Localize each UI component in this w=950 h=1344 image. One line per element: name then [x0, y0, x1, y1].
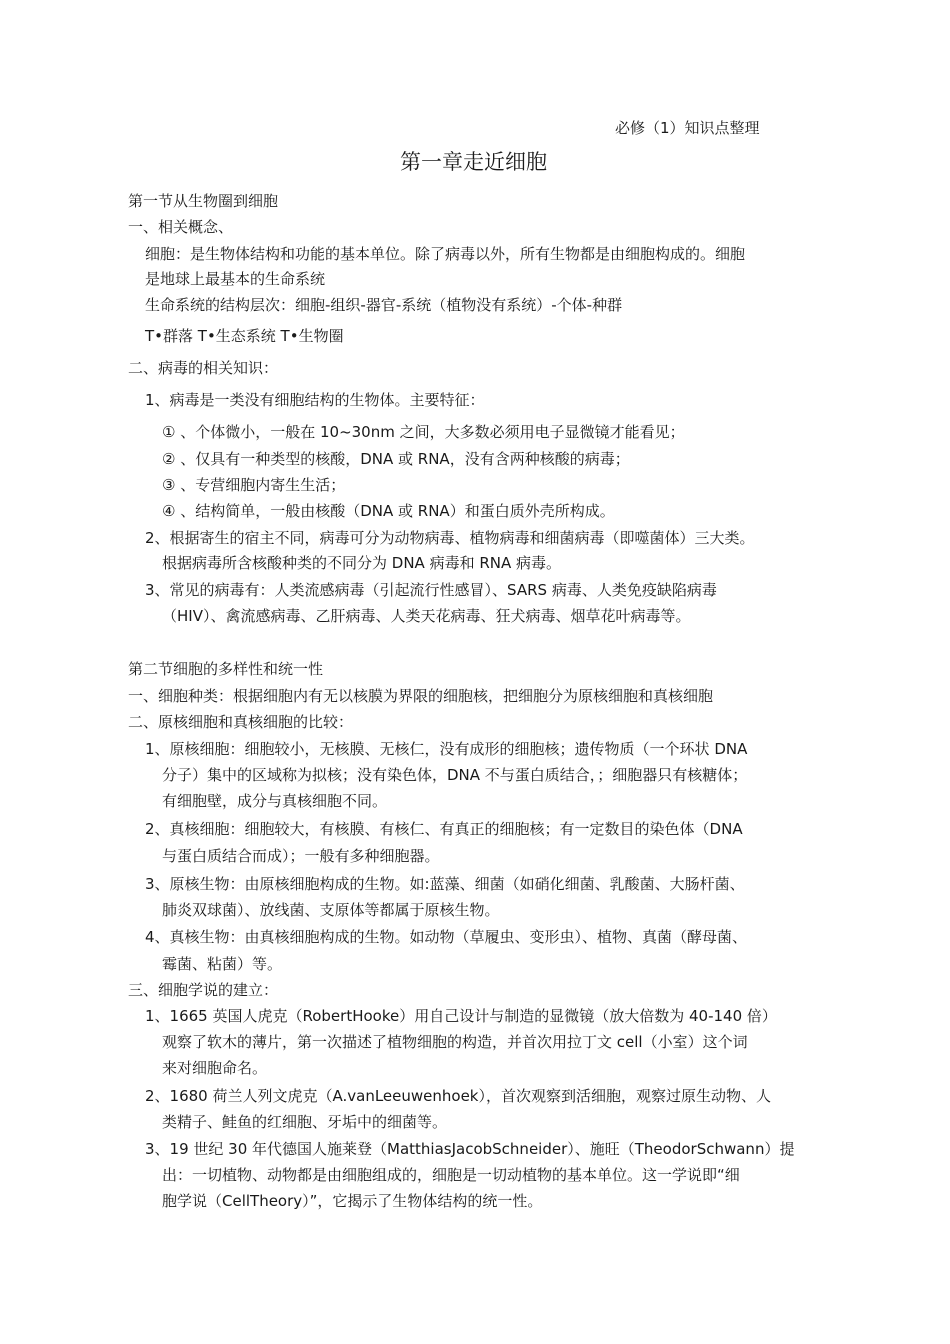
- list-item-cont: 来对细胞命名。: [162, 1059, 268, 1077]
- section-heading-2: 第二节细胞的多样性和统一性: [128, 660, 324, 678]
- list-item: 1、病毒是一类没有细胞结构的生物体。主要特征：: [145, 391, 485, 409]
- list-item-cont: 有细胞壁，成分与真核细胞不同。: [162, 792, 388, 810]
- paragraph-line: 是地球上最基本的生命系统: [145, 270, 326, 288]
- list-item: 1、1665 英国人虎克（RobertHooke）用自己设计与制造的显微镜（放大倍数为 40-140 倍）: [145, 1007, 777, 1025]
- list-item-cont: 霉菌、粘菌）等。: [162, 955, 283, 973]
- list-item-cont: 类精子、鲑鱼的红细胞、牙垢中的细菌等。: [162, 1113, 448, 1131]
- list-item-cont: 与蛋白质结合而成）；一般有多种细胞器。: [162, 847, 440, 865]
- heading-cell-theory: 三、细胞学说的建立：: [128, 981, 279, 999]
- list-item-cont: （HIV）、禽流感病毒、乙肝病毒、人类天花病毒、狂犬病毒、烟草花叶病毒等。: [162, 607, 691, 625]
- list-item-cont: 出：一切植物、动物都是由细胞组成的，细胞是一切动植物的基本单位。这一学说即“细: [162, 1166, 740, 1184]
- list-item: 3、常见的病毒有：人类流感病毒（引起流行性感冒）、SARS 病毒、人类免疫缺陷病毒: [145, 581, 717, 599]
- list-item: 1、原核细胞：细胞较小，无核膜、无核仁，没有成形的细胞核；遗传物质（一个环状 DNA: [145, 740, 748, 758]
- list-item: 2、根据寄生的宿主不同，病毒可分为动物病毒、植物病毒和细菌病毒（即噬菌体）三大类。: [145, 529, 755, 547]
- list-item-cont: 胞学说（CellTheory）”，它揭示了生物体结构的统一性。: [162, 1192, 543, 1210]
- heading-concepts: 一、相关概念、: [128, 218, 234, 236]
- heading-virus: 二、病毒的相关知识：: [128, 359, 279, 377]
- paragraph-line: T•群落 T•生态系统 T•生物圈: [145, 327, 344, 345]
- list-subitem: ② 、仅具有一种类型的核酸，DNA 或 RNA，没有含两种核酸的病毒；: [162, 450, 630, 468]
- list-subitem: ④ 、结构简单，一般由核酸（DNA 或 RNA）和蛋白质外壳所构成。: [162, 502, 615, 520]
- list-item: 3、19 世纪 30 年代德国人施莱登（MatthiasJacobSchneider）、施旺（TheodorSchwann）提: [145, 1140, 795, 1158]
- heading-cell-types: 一、细胞种类：根据细胞内有无以核膜为界限的细胞核，把细胞分为原核细胞和真核细胞: [128, 687, 714, 705]
- list-item: 4、真核生物：由真核细胞构成的生物。如动物（草履虫、变形虫）、植物、真菌（酵母菌、: [145, 928, 748, 946]
- list-item: 3、原核生物：由原核细胞构成的生物。如:蓝藻、细菌（如硝化细菌、乳酸菌、大肠杆菌、: [145, 875, 745, 893]
- chapter-title: 第一章走近细胞: [400, 150, 547, 174]
- list-subitem: ① 、个体微小，一般在 10~30nm 之间，大多数必须用电子显微镜才能看见；: [162, 423, 685, 441]
- list-item-cont: 观察了软木的薄片，第一次描述了植物细胞的构造，并首次用拉丁文 cell（小室）这个词: [162, 1033, 748, 1051]
- list-item: 2、1680 荷兰人列文虎克（A.vanLeeuwenhoek），首次观察到活细胞，观察过原生动物、人: [145, 1087, 771, 1105]
- list-item-cont: 分子）集中的区域称为拟核；没有染色体，DNA 不与蛋白质结合，；细胞器只有核糖体；: [162, 766, 748, 784]
- doc-header: 必修（1）知识点整理: [615, 119, 760, 137]
- list-item: 2、真核细胞：细胞较大，有核膜、有核仁、有真正的细胞核；有一定数目的染色体（DNA: [145, 820, 743, 838]
- paragraph-line: 生命系统的结构层次：细胞-组织-器官-系统（植物没有系统）-个体-种群: [145, 296, 623, 314]
- list-subitem: ③ 、专营细胞内寄生生活；: [162, 476, 346, 494]
- heading-comparison: 二、原核细胞和真核细胞的比较：: [128, 713, 354, 731]
- list-item-cont: 根据病毒所含核酸种类的不同分为 DNA 病毒和 RNA 病毒。: [162, 554, 562, 572]
- section-heading-1: 第一节从生物圈到细胞: [128, 192, 279, 210]
- list-item-cont: 肺炎双球菌）、放线菌、支原体等都属于原核生物。: [162, 901, 500, 919]
- paragraph-line: 细胞：是生物体结构和功能的基本单位。除了病毒以外，所有生物都是由细胞构成的。细胞: [145, 245, 746, 263]
